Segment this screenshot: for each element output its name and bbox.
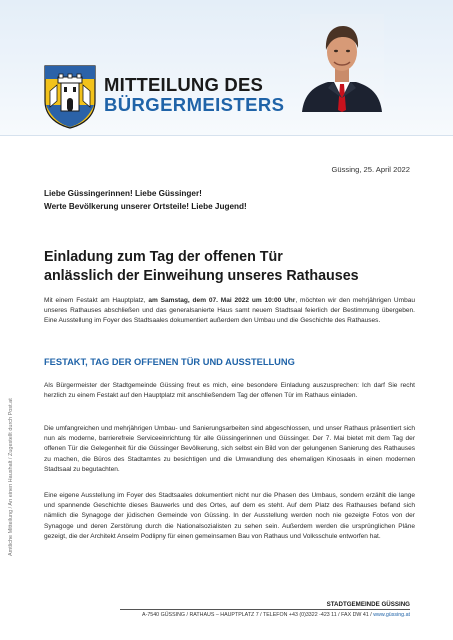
- masthead-title-line1: MITTEILUNG DES: [104, 74, 264, 95]
- masthead-title-line2: BÜRGERMEISTERS: [104, 94, 285, 115]
- letter-date: Güssing, 25. April 2022: [331, 165, 410, 174]
- mayor-portrait-image: [300, 14, 384, 112]
- footer-organization: STADTGEMEINDE GÜSSING: [326, 601, 410, 608]
- intro-text-before: Mit einem Festakt am Hauptplatz,: [44, 297, 149, 304]
- headline-line1: Einladung zum Tag der offenen Tür: [44, 249, 283, 265]
- body-paragraph-2: Die umfangreichen und mehrjährigen Umbau- und Sanierungsarbeiten sind abgeschlossen, und unser Rathaus präsentiert sich nun als moderne, barrierefreie Serviceeinrichtung für alle Güssingerinnen und Güssinger. Der 7. Mai bietet mit dem Tag der offenen Tür die Gelegenheit für die Güssinger Bevölkerung, sich selbst ein Bild von der gelungenen Sanierung des Rathauses zu machen, die Büros des Stadtamtes zu besichtigen und die Umwandlung des ehemaligen Kinosaals in einen modernen Stadtsaal zu begutachten.: [44, 425, 415, 473]
- body-paragraph-1: Als Bürgermeister der Stadtgemeinde Güssing freut es mich, eine besondere Einladung auszusprechen: Ich darf Sie recht herzlich zu einem Festakt auf den Hauptplatz mit anschließendem Tag der offenen Tür im Rathaus einladen.: [44, 382, 415, 400]
- postal-notice: Amtliche Mitteilung / An einen Haushalt / Zugestellt durch Post.at: [8, 398, 14, 556]
- footer-divider: [120, 609, 410, 610]
- section-heading: FESTAKT, TAG DER OFFENEN TÜR UND AUSSTELLUNG: [44, 357, 295, 367]
- headline-line2: anlässlich der Einweihung unseres Rathauses: [44, 268, 359, 284]
- salutation-line1: Liebe Güssingerinnen! Liebe Güssinger!: [44, 189, 202, 198]
- footer-address: [142, 612, 410, 618]
- intro-text-after: , möchten wir den mehrjährigen Umbau unseres Rathauses abschließen und das generalsanierte Haus samt neuem Stadtsaal feierlich der Bestimmung übergeben. Eine Ausstellung im Foyer des Stadtsaales dokumentiert außerdem den Umbau und die Geschichte des Rathauses.: [44, 297, 415, 325]
- salutation-line2: Werte Bevölkerung unserer Ortsteile! Liebe Jugend!: [44, 201, 247, 211]
- intro-date-emphasis: am Samstag, dem 07. Mai 2022 um 10:00 Uhr: [148, 297, 296, 304]
- headline: [44, 248, 359, 286]
- intro-paragraph: [44, 296, 415, 327]
- salutation: [44, 188, 247, 213]
- footer-address-text: A-7540 GÜSSING / RATHAUS – HAUPTPLATZ 7 / TELEFON +43 (0)3322 -423 11 / FAX DW 41 /: [142, 612, 374, 618]
- coat-of-arms-icon: [44, 65, 96, 129]
- body-paragraph-3: Eine eigene Ausstellung im Foyer des Stadtsaales dokumentiert nicht nur die Phasen des Umbaus, sondern erzählt die lange und spannende Geschichte dieses Bauwerks und des Ortes, auf dem es steht. Auf dem Platz des Rathauses befand sich nämlich die Synagoge der jüdischen Gemeinde von Güssing. In der Ausstellung werden noch nie gezeigte Fotos von der Synagoge und deren Zerstörung durch die Nationalsozialisten zu sehen sein. Außerdem werden die ursprünglichen Pläne gezeigt, die der Architekt Anselm Podlipny für einen gemeinsamen Bau von Rathaus und Volksschule entworfen hat.: [44, 492, 415, 540]
- footer-website-link[interactable]: www.güssing.at: [373, 612, 410, 618]
